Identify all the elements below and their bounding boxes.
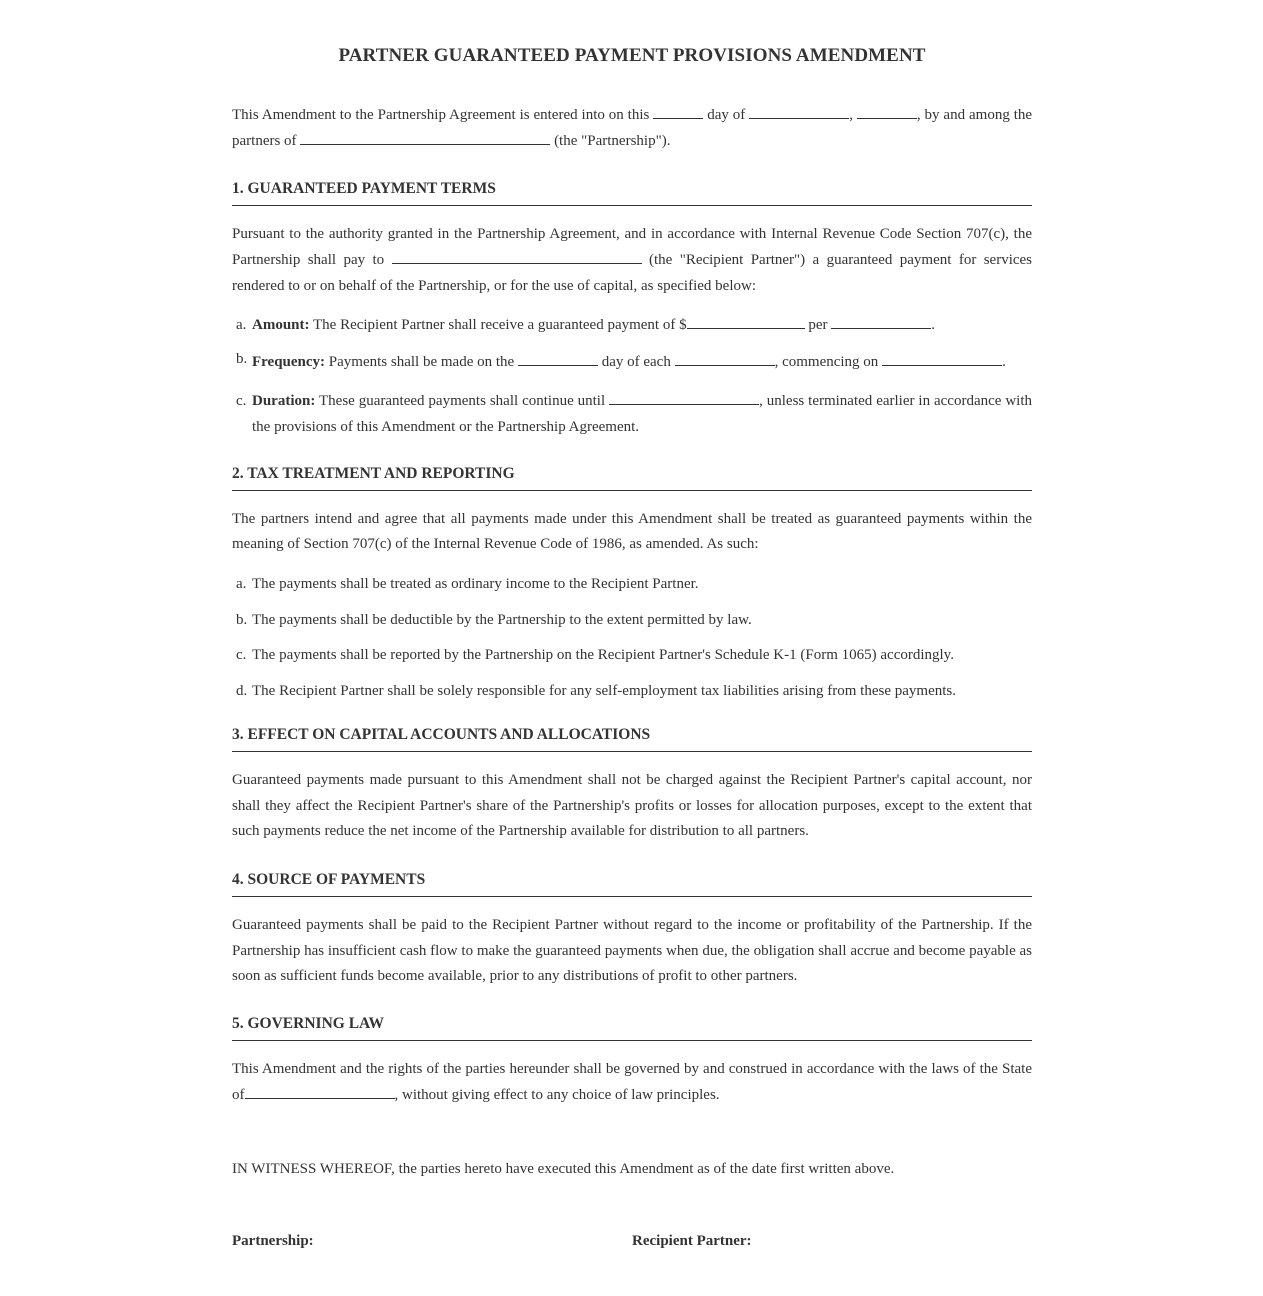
- list-item: c. Duration: These guaranteed payments shall continue until , unless terminated earlier in accordance with the provisions of this Amendment or the Partnership Agreement.: [232, 389, 1032, 440]
- duration-end-blank[interactable]: [609, 390, 759, 405]
- section-4-heading: 4. SOURCE OF PAYMENTS: [232, 870, 1032, 897]
- frequency-label: Frequency:: [252, 354, 326, 371]
- section-1-heading: 1. GUARANTEED PAYMENT TERMS: [232, 179, 1032, 206]
- witness-statement: IN WITNESS WHEREOF, the parties hereto have executed this Amendment as of the date first written above.: [232, 1161, 895, 1178]
- section-3-paragraph: Guaranteed payments made pursuant to this Amendment shall not be charged against the Recipient Partner's capital account, nor shall they affect the Recipient Partner's share of the Partnership's profits or losses for allocation purposes, except to the extent that such payments reduce the net income of the Partnership available for distribution to all partners.: [232, 771, 1032, 840]
- amount-period-blank[interactable]: [831, 314, 931, 329]
- year-blank[interactable]: [857, 104, 917, 119]
- section-2-paragraph: The partners intend and agree that all payments made under this Amendment shall be treated as guaranteed payments within the meaning of Section 707(c) of the Internal Revenue Code of 1986, as amended. As such:: [232, 510, 1032, 553]
- recipient-signature-label: Recipient Partner:: [632, 1233, 752, 1250]
- month-blank[interactable]: [749, 104, 849, 119]
- commencing-date-blank[interactable]: [882, 351, 1002, 366]
- section-3-heading: 3. EFFECT ON CAPITAL ACCOUNTS AND ALLOCATIONS: [232, 725, 1032, 752]
- amount-label: Amount:: [252, 316, 310, 333]
- intro-paragraph: This Amendment to the Partnership Agreement is entered into on this day of , , by and among the partners of (the "Partnership").: [232, 103, 1032, 154]
- frequency-day-blank[interactable]: [518, 351, 598, 366]
- list-item: d. The Recipient Partner shall be solely responsible for any self-employment tax liabilities arising from these payments.: [236, 683, 956, 700]
- partnership-name-blank[interactable]: [300, 130, 550, 145]
- partnership-signature-label: Partnership:: [232, 1233, 314, 1250]
- list-item: b. Frequency: Payments shall be made on the day of each , commencing on .: [236, 351, 1006, 371]
- list-item: b. The payments shall be deductible by the Partnership to the extent permitted by law.: [236, 611, 752, 628]
- signature-block: [232, 1229, 1032, 1255]
- recipient-partner-blank[interactable]: [392, 249, 642, 264]
- governing-state-blank[interactable]: [245, 1084, 395, 1099]
- list-item: c. The payments shall be reported by the Partnership on the Recipient Partner's Schedule K-1 (Form 1065) accordingly.: [236, 647, 954, 664]
- section-4-paragraph: Guaranteed payments shall be paid to the Recipient Partner without regard to the income or profitability of the Partnership. If the Partnership has insufficient cash flow to make the guaranteed payments when due, the obligation shall accrue and become payable as soon as sufficient funds become available, prior to any distributions of profit to other partners.: [232, 916, 1032, 985]
- section-5-heading: 5. GOVERNING LAW: [232, 1014, 1032, 1041]
- list-item: a. The payments shall be treated as ordinary income to the Recipient Partner.: [236, 576, 699, 593]
- document-title: PARTNER GUARANTEED PAYMENT PROVISIONS AMENDMENT: [338, 45, 926, 66]
- list-item: a. Amount: The Recipient Partner shall receive a guaranteed payment of $ per .: [232, 313, 1032, 339]
- day-blank[interactable]: [653, 104, 703, 119]
- document-page: [232, 0, 1032, 1255]
- amount-blank[interactable]: [687, 314, 805, 329]
- section-2-heading: 2. TAX TREATMENT AND REPORTING: [232, 464, 1032, 491]
- frequency-period-blank[interactable]: [675, 351, 775, 366]
- duration-label: Duration:: [252, 393, 316, 410]
- section-5-paragraph: This Amendment and the rights of the parties hereunder shall be governed by and construed in accordance with the laws of the State of , without giving effect to any choice of law principles.: [232, 1061, 1032, 1103]
- section-1-paragraph: Pursuant to the authority granted in the Partnership Agreement, and in accordance with Internal Revenue Code Section 707(c), the Partnership shall pay to (the "Recipient Partner") a guaranteed payment for services rendered to or on behalf of the Partnership, or for the use of capital, as specified below:: [232, 226, 1033, 294]
